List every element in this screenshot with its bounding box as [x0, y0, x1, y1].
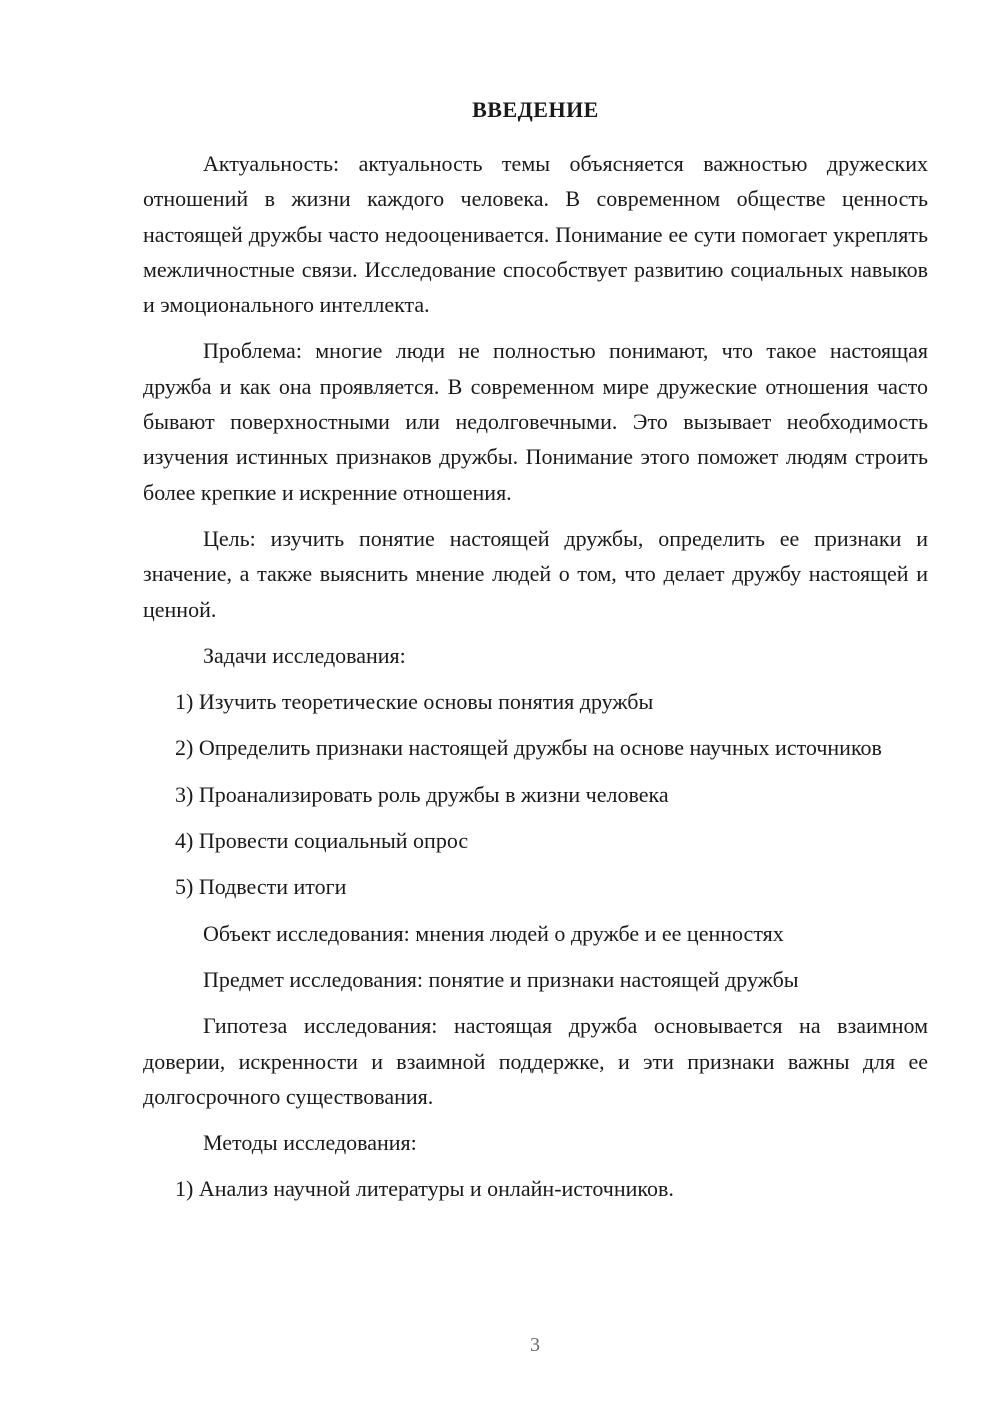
paragraph-object: Объект исследования: мнения людей о дружбе и ее ценностях	[203, 920, 784, 946]
task-item-4: 4) Провести социальный опрос	[175, 828, 469, 854]
method-item-1: 1) Анализ научной литературы и онлайн-источников.	[175, 1176, 674, 1202]
task-item-1: 1) Изучить теоретические основы понятия дружбы	[175, 689, 654, 715]
paragraph-hypothesis: Гипотеза исследования: настоящая дружба основывается на взаимном доверии, искренности и взаимной поддержке, и эти признаки важны для ее долгосрочного существования.	[143, 1013, 928, 1109]
task-item-2: 2) Определить признаки настоящей дружбы на основе научных источников	[175, 735, 882, 761]
paragraph-relevance: Актуальность: актуальность темы объясняется важностью дружеских отношений в жизни каждого человека. В современном обществе ценность настоящей дружбы часто недооценивается. Понимание ее сути помогает укреплять межличностные связи. Исследование способствует развитию социальных навыков и эмоционального интеллекта.	[143, 151, 928, 318]
page-number: 3	[530, 1334, 540, 1356]
methods-heading: Методы исследования:	[203, 1130, 417, 1156]
task-item-3: 3) Проанализировать роль дружбы в жизни человека	[175, 781, 669, 807]
task-item-5: 5) Подвести итоги	[175, 874, 347, 900]
paragraph-problem: Проблема: многие люди не полностью понимают, что такое настоящая дружба и как она проявляется. В современном мире дружеские отношения часто бывают поверхностными или недолговечными. Это вызывает необходимость изучения истинных признаков дружбы. Понимание этого поможет людям строить более крепкие и искренние отношения.	[143, 338, 928, 505]
paragraph-goal: Цель: изучить понятие настоящей дружбы, определить ее признаки и значение, а также выяснить мнение людей о том, что делает дружбу настоящей и ценной.	[143, 525, 928, 622]
section-title: ВВЕДЕНИЕ	[472, 97, 599, 122]
paragraph-subject: Предмет исследования: понятие и признаки настоящей дружбы	[203, 966, 799, 992]
tasks-heading: Задачи исследования:	[203, 642, 406, 668]
document-page	[143, 96, 928, 1218]
